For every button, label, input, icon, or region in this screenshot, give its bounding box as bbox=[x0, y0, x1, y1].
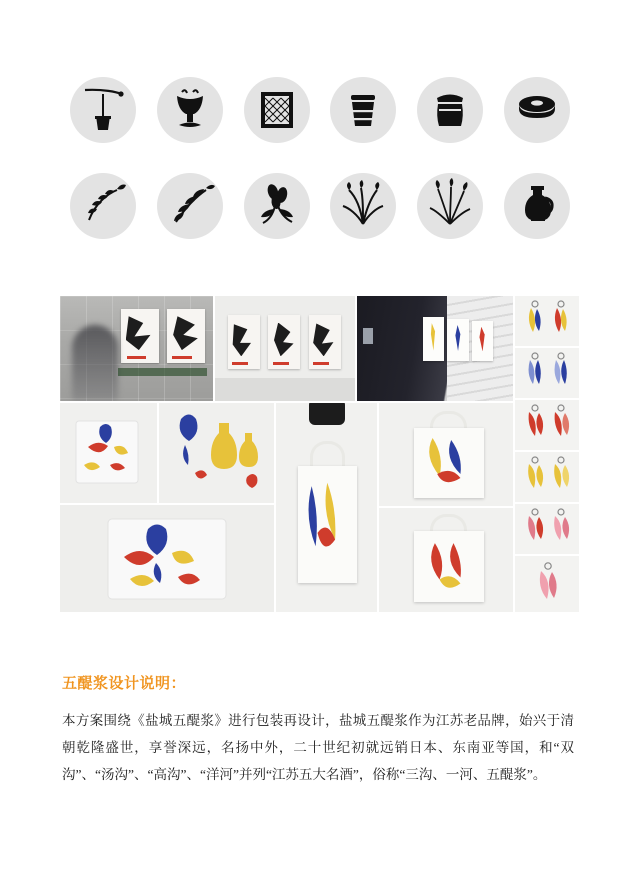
sorghum-icon bbox=[244, 173, 310, 239]
keyring-sheet-mockup-1 bbox=[515, 296, 579, 346]
tote-bag-mockup-1 bbox=[276, 403, 377, 612]
covered-jar-icon bbox=[417, 77, 483, 143]
icon-cell bbox=[493, 62, 580, 158]
keyring-sheet-mockup-2 bbox=[515, 348, 579, 398]
list-item bbox=[515, 556, 579, 612]
pouch-mockup bbox=[60, 403, 157, 503]
icon-cell bbox=[233, 158, 320, 254]
description-block bbox=[62, 672, 574, 788]
icon-cell bbox=[320, 158, 407, 254]
keyring-sheet-mockup-3 bbox=[515, 400, 579, 450]
well-sweep-icon bbox=[70, 77, 136, 143]
icon-cell bbox=[320, 62, 407, 158]
rice-cluster-icon bbox=[330, 173, 396, 239]
icon-cell bbox=[60, 158, 147, 254]
mockup-board bbox=[60, 296, 579, 612]
wine-vessel-icon bbox=[504, 173, 570, 239]
icon-cell bbox=[493, 158, 580, 254]
icon-cell bbox=[233, 62, 320, 158]
icon-cell bbox=[147, 62, 234, 158]
tote-bag-mockup-2 bbox=[379, 403, 513, 506]
tote-bag-mockup-3 bbox=[379, 508, 513, 612]
gallery-wall-mockup bbox=[215, 296, 355, 401]
grain-stalk-icon bbox=[70, 173, 136, 239]
wheat-spray-icon bbox=[157, 173, 223, 239]
street-poster-mockup bbox=[60, 296, 213, 401]
keyring-sheet-mockup-4 bbox=[515, 452, 579, 502]
bamboo-screen-icon bbox=[244, 77, 310, 143]
icon-cell bbox=[407, 62, 494, 158]
wine-cup-icon bbox=[157, 77, 223, 143]
stacked-lids-icon bbox=[504, 77, 570, 143]
flat-pouch-mockup bbox=[60, 505, 274, 612]
reed-grass-icon bbox=[417, 173, 483, 239]
icon-cell bbox=[60, 62, 147, 158]
description-title: 五醍浆设计说明： bbox=[62, 675, 187, 692]
description-body: 本方案围绕《盐城五醍浆》进行包装再设计，盐城五醍浆作为江苏老品牌，始兴于清朝乾隆盛世，享誉深远，名扬中外，二十世纪初就远销日本、东南亚等国，和“双沟”、“汤沟”、“高沟”、“洋河”并列“江苏五大名酒”，俗称“三沟、一河、五醍浆”。 bbox=[62, 713, 574, 782]
icon-cell bbox=[147, 158, 234, 254]
icon-grid bbox=[60, 62, 580, 254]
corridor-poster-mockup bbox=[357, 296, 513, 401]
icon-cell bbox=[407, 158, 494, 254]
fermentation-vat-icon bbox=[330, 77, 396, 143]
tote-bag-mockup-4 bbox=[515, 504, 579, 554]
bottle-illustration-mockup bbox=[159, 403, 274, 503]
